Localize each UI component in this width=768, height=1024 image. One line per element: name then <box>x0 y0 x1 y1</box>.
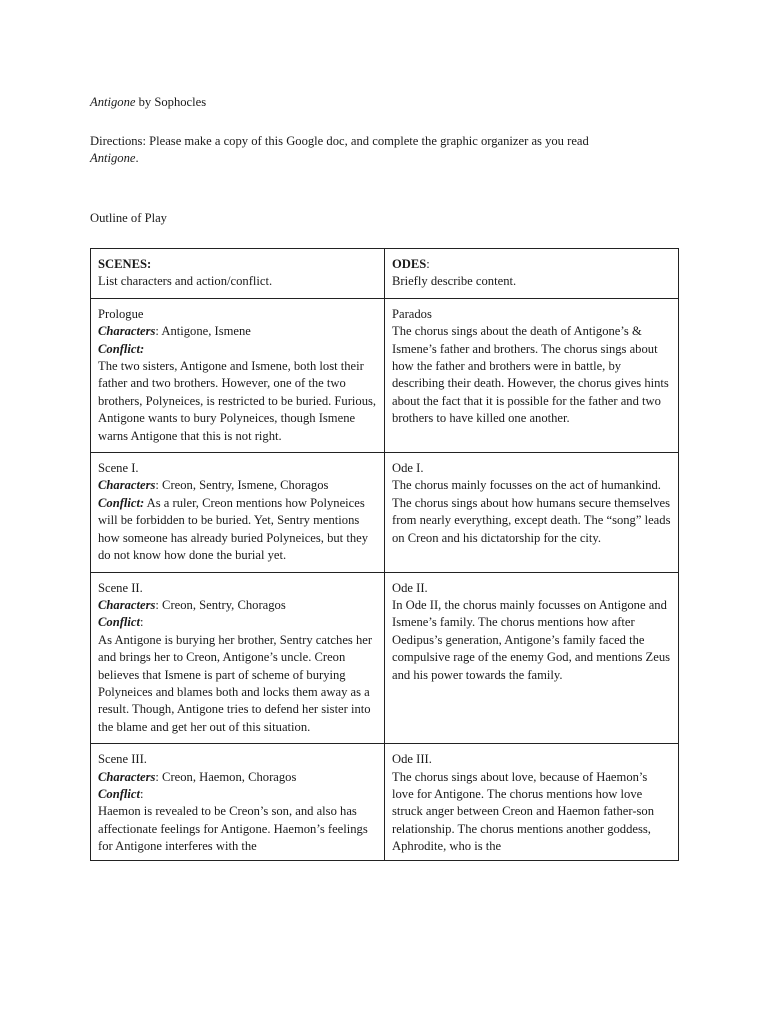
ode-name: Parados <box>392 306 432 321</box>
ode-name: Ode II. <box>392 580 428 595</box>
characters-value: : Creon, Haemon, Choragos <box>155 769 297 784</box>
characters-label: Characters <box>98 478 156 493</box>
odes-header-colon: : <box>426 257 430 271</box>
characters-value: : Antigone, Ismene <box>155 324 251 339</box>
characters-label: Characters <box>98 324 156 339</box>
scene-name: Scene I. <box>98 461 139 476</box>
directions-text: Directions: Please make a copy of this Google doc, and complete the graphic organizer as you read <box>90 134 589 148</box>
ode-text: In Ode II, the chorus mainly focusses on Antigone and Ismene’s family. The chorus mentions how after Oedipus’s generation, Antigone’s family faced the compulsive rage of the enemy God, and mentions Zeus and his power towards the family. <box>392 597 671 682</box>
directions-paragraph <box>90 133 690 168</box>
ode-cell <box>385 572 679 744</box>
table-row <box>91 744 679 861</box>
scene-cell <box>91 572 385 744</box>
characters-value: : Creon, Sentry, Choragos <box>155 597 286 612</box>
scenes-header-cell <box>91 249 385 299</box>
characters-value: : Creon, Sentry, Ismene, Choragos <box>155 478 329 493</box>
ode-cell <box>385 744 679 861</box>
conflict-label: Conflict <box>98 786 140 801</box>
odes-header-cell <box>385 249 679 299</box>
characters-label: Characters <box>98 597 156 612</box>
conflict-inline: : <box>139 786 144 801</box>
conflict-inline: : <box>139 615 144 630</box>
ode-text: The chorus sings about the death of Antigone’s & Ismene’s father and brothers. The chorus sings about how the father and brothers were in battle, by describing their death. However, the chorus gives hints about the fact that it is possible for the father and two brothers to have killed one another. <box>392 324 669 426</box>
scenes-header-subtitle: List characters and action/conflict. <box>98 274 273 289</box>
ode-text: The chorus mainly focusses on the act of humankind. The chorus sings about how humans secure themselves from nearly everything, except death. The “song” leads on Creon and his dictatorship for the city. <box>392 478 671 545</box>
graphic-organizer-table <box>90 248 679 861</box>
odes-header-subtitle: Briefly describe content. <box>392 274 517 289</box>
outline-heading: Outline of Play <box>90 211 167 225</box>
document-title <box>90 94 206 111</box>
ode-name: Ode I. <box>392 461 424 476</box>
conflict-label: Conflict: <box>98 341 145 356</box>
conflict-label: Conflict: <box>98 495 145 510</box>
characters-label: Characters <box>98 769 156 784</box>
ode-name: Ode III. <box>392 752 432 767</box>
directions-italic: Antigone <box>90 151 136 166</box>
scenes-header-title: SCENES: <box>98 257 152 271</box>
ode-cell <box>385 453 679 572</box>
conflict-text: Haemon is revealed to be Creon’s son, and also has affectionate feelings for Antigone. Haemon’s feelings for Antigone interferes with the <box>98 804 368 854</box>
table-row <box>91 298 679 452</box>
scene-cell <box>91 744 385 861</box>
table-row <box>91 572 679 744</box>
scene-name: Scene II. <box>98 580 143 595</box>
directions-end: . <box>135 151 139 166</box>
odes-header-title: ODES <box>392 257 427 271</box>
ode-text: The chorus sings about love, because of Haemon’s love for Antigone. The chorus mentions how love struck anger between Creon and Haemon father-son relationship. The chorus mentions another goddess, Aphrodite, who is the <box>392 769 655 854</box>
scene-cell <box>91 298 385 452</box>
scene-name: Scene III. <box>98 752 147 767</box>
table-row <box>91 453 679 572</box>
conflict-inline: As a ruler, Creon mentions how Polyneices will be forbidden to be buried. Yet, Sentry mentions how someone has already buried Polyneices, but they do not know how done the burial yet. <box>98 495 368 563</box>
conflict-label: Conflict <box>98 615 140 630</box>
title-rest: by Sophocles <box>135 95 207 109</box>
scene-cell <box>91 453 385 572</box>
scene-name: Prologue <box>98 306 144 321</box>
ode-cell <box>385 298 679 452</box>
title-italic: Antigone <box>90 95 136 109</box>
conflict-text: The two sisters, Antigone and Ismene, both lost their father and two brothers. However, one of the two brothers, Polyneices, is restricted to be buried. Furious, Antigone wants to bury Polyneices, though Ismene warns Antigone that this is not right. <box>98 359 377 443</box>
conflict-text: As Antigone is burying her brother, Sentry catches her and brings her to Creon, Antigone’s uncle. Creon believes that Ismene is part of scheme of burying Polyneices and blames both and locks them away as a result. Though, Antigone tries to defend her sister into the blame and get her out of this situation. <box>98 632 373 734</box>
table-header-row <box>91 249 679 299</box>
